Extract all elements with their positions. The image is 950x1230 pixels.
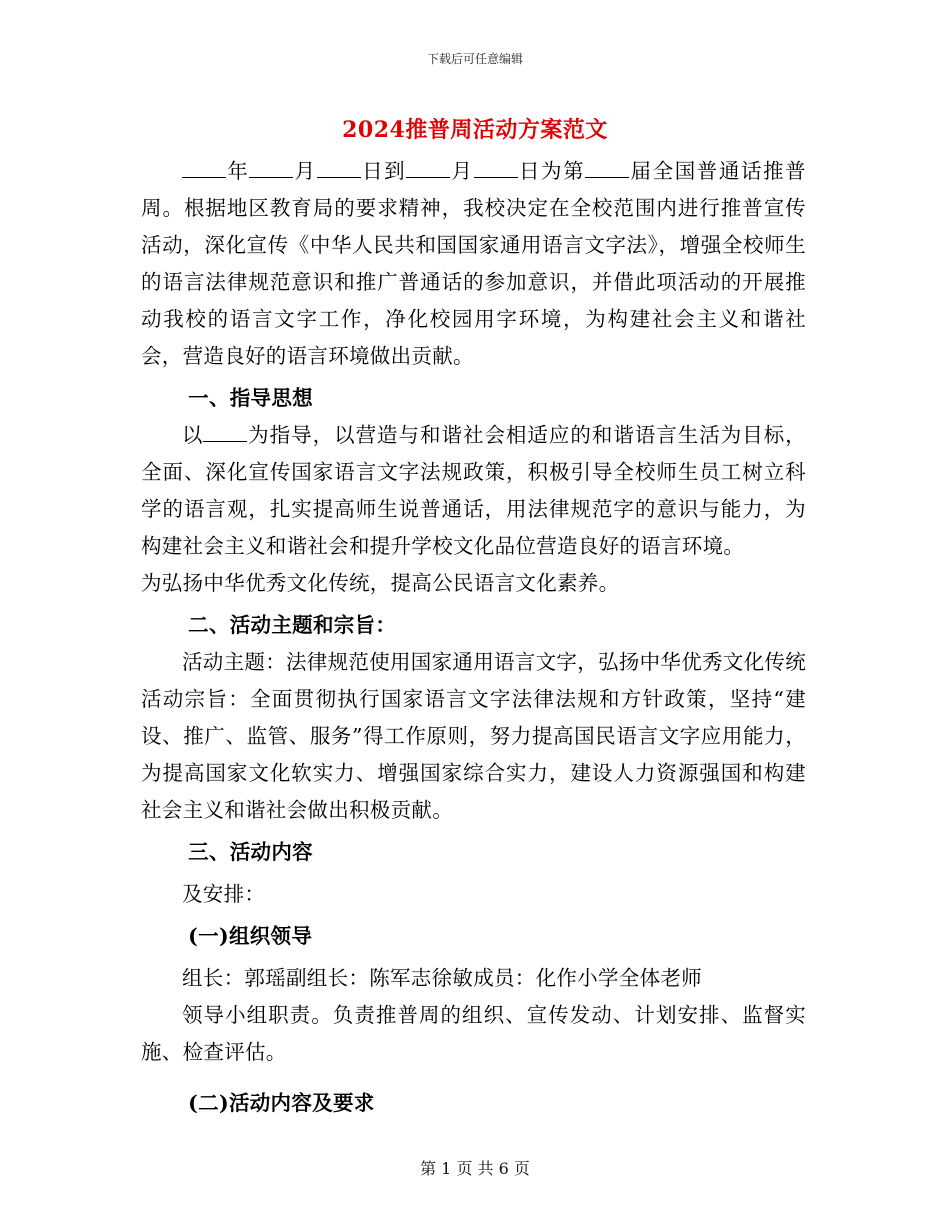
members-paragraph: 组长：郭瑶副组长：陈军志徐敏成员：化作小学全体老师 [182,966,702,990]
blank-line [474,159,518,178]
blank-line [182,159,226,178]
blank-line [585,159,629,178]
section-heading: 二、活动主题和宗旨： [188,613,397,637]
page-header: 下载后可任意编辑 [426,52,523,66]
blank-line [406,159,450,178]
section-heading: 三、活动内容 [188,840,313,864]
document-body [141,153,806,1122]
blank-line [249,159,293,178]
intro-paragraph: 年 月 日到 月 日为第 届全国普通话推普周。根据地区教育局的要求精神，我校决定在全校范围内进行推普宣传活动，深化宣传《中华人民共和国国家通用语言文字法》，增强全校师生的语言法律规范意识和推广普通话的参加意识，并借此项活动的开展推动我校的语言文字工作，净化校园用字环境，为构建社会主义和谐社会，营造良好的语言环境做出贡献。 [141,159,806,368]
duty-paragraph: 领导小组职责。负责推普周的组织、宣传发动、计划安排、监督实施、检查评估。 [141,1003,806,1064]
section-paragraph: 为弘扬中华优秀文化传统，提高公民语言文化素养。 [141,571,620,595]
blank-line [317,159,361,178]
section-paragraph: 以 为指导，以营造与和谐社会相适应的和谐语言生活为目标，全面、深化宣传国家语言文字法规政策，积极引导全校师生员工树立科学的语言观，扎实提高师生说普通话，用法律规范字的意识与能力，为构建社会主义和谐社会和提升学校文化品位营造良好的语言环境。 [141,423,806,558]
section-heading: 一、指导思想 [188,386,313,410]
page-footer: 第 1 页 共 6 页 [420,1159,530,1178]
document-title: 2024推普周活动方案范文 [342,117,608,143]
subsection-heading: (二)活动内容及要求 [188,1091,375,1115]
section-paragraph: 活动主题：法律规范使用国家通用语言文字，弘扬中华优秀文化传统活动宗旨：全面贯彻执行国家语言文字法律法规和方针政策，坚持“建设、推广、监管、服务”得工作原则，努力提高国民语言文字应用能力，为提高国家文化软实力、增强国家综合实力，建设人力资源强国和构建社会主义和谐社会做出积极贡献。 [141,650,806,822]
subsection-heading: (一)组织领导 [188,924,313,948]
blank-line [203,423,247,442]
section-paragraph: 及安排： [182,882,266,906]
